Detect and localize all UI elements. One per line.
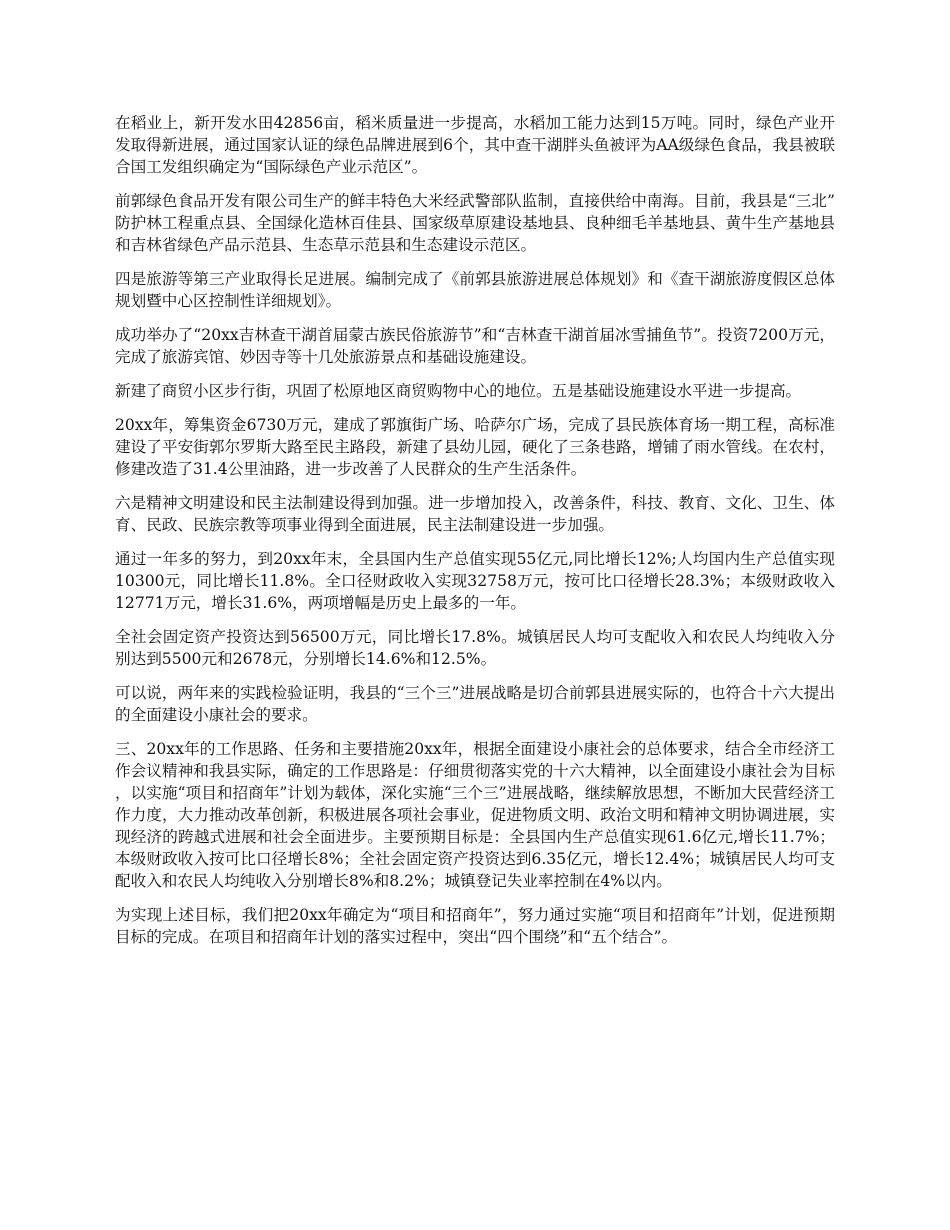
paragraph-3: 四是旅游等第三产业取得长足进展。编制完成了《前郭县旅游进展总体规划》和《查干湖旅游度假区总体规划暨中心区控制性详细规划》。 [115, 270, 835, 310]
paragraph-4: 成功举办了“20xx吉林查干湖首届蒙古族民俗旅游节”和“吉林查干湖首届冰雪捕鱼节”。投资7200万元，完成了旅游宾馆、妙因寺等十几处旅游景点和基础设施建设。 [115, 326, 835, 366]
paragraph-12: 为实现上述目标，我们把20xx年确定为“项目和招商年”，努力通过实施“项目和招商年”计划，促进预期目标的完成。在项目和招商年计划的落实过程中，突出“四个围绕”和“五个结合”。 [115, 906, 835, 946]
paragraph-11: 三、20xx年的工作思路、任务和主要措施20xx年，根据全面建设小康社会的总体要求，结合全市经济工作会议精神和我县实际，确定的工作思路是：仔细贯彻落实党的十六大精神，以全面建设小康社会为目标，以实施“项目和招商年”计划为载体，深化实施“三个三”进展战略，继续解放思想，不断加大民营经济工作力度，大力推动改革创新，积极进展各项社会事业，促进物质文明、政治文明和精神文明协调进展，实现经济的跨越式进展和社会全面进步。主要预期目标是：全县国内生产总值实现61.6亿元,增长11.7%；本级财政收入按可比口径增长8%；全社会固定资产投资达到6.35亿元，增长12.4%；城镇居民人均可支配收入和农民人均纯收入分别增长8%和8.2%；城镇登记失业率控制在4%以内。 [115, 740, 835, 890]
paragraph-5: 新建了商贸小区步行街，巩固了松原地区商贸购物中心的地位。五是基础设施建设水平进一步提高。 [115, 382, 802, 400]
paragraph-6: 20xx年，筹集资金6730万元，建成了郭旗街广场、哈萨尔广场，完成了县民族体育场一期工程，高标准建设了平安街郭尔罗斯大路至民主路段，新建了县幼儿园，硬化了三条巷路，增铺了雨水管线。在农村，修建改造了31.4公里油路，进一步改善了人民群众的生产生活条件。 [115, 416, 835, 478]
paragraph-8: 通过一年多的努力，到20xx年末，全县国内生产总值实现55亿元,同比增长12%;人均国内生产总值实现10300元，同比增长11.8%。全口径财政收入实现32758万元，按可比口径增长28.3%；本级财政收入12771万元，增长31.6%，两项增幅是历史上最多的一年。 [115, 550, 835, 612]
paragraph-1: 在稻业上，新开发水田42856亩，稻米质量进一步提高，水稻加工能力达到15万吨。同时，绿色产业开发取得新进展，通过国家认证的绿色品牌进展到6个，其中查干湖胖头鱼被评为AA级绿色食品，我县被联合国工发组织确定为“国际绿色产业示范区”。 [115, 114, 835, 176]
paragraph-9: 全社会固定资产投资达到56500万元，同比增长17.8%。城镇居民人均可支配收入和农民人均纯收入分别达到5500元和2678元，分别增长14.6%和12.5%。 [115, 628, 835, 668]
paragraph-7: 六是精神文明建设和民主法制建设得到加强。进一步增加投入，改善条件，科技、教育、文化、卫生、体育、民政、民族宗教等项事业得到全面进展，民主法制建设进一步加强。 [115, 494, 835, 534]
paragraph-2: 前郭绿色食品开发有限公司生产的鲜丰特色大米经武警部队监制，直接供给中南海。目前，我县是“三北”防护林工程重点县、全国绿化造林百佳县、国家级草原建设基地县、良种细毛羊基地县、黄牛生产基地县和吉林省绿色产品示范县、生态草示范县和生态建设示范区。 [115, 192, 835, 254]
document-body [115, 112, 835, 948]
paragraph-10: 可以说，两年来的实践检验证明，我县的“三个三”进展战略是切合前郭县进展实际的，也符合十六大提出的全面建设小康社会的要求。 [115, 684, 835, 724]
